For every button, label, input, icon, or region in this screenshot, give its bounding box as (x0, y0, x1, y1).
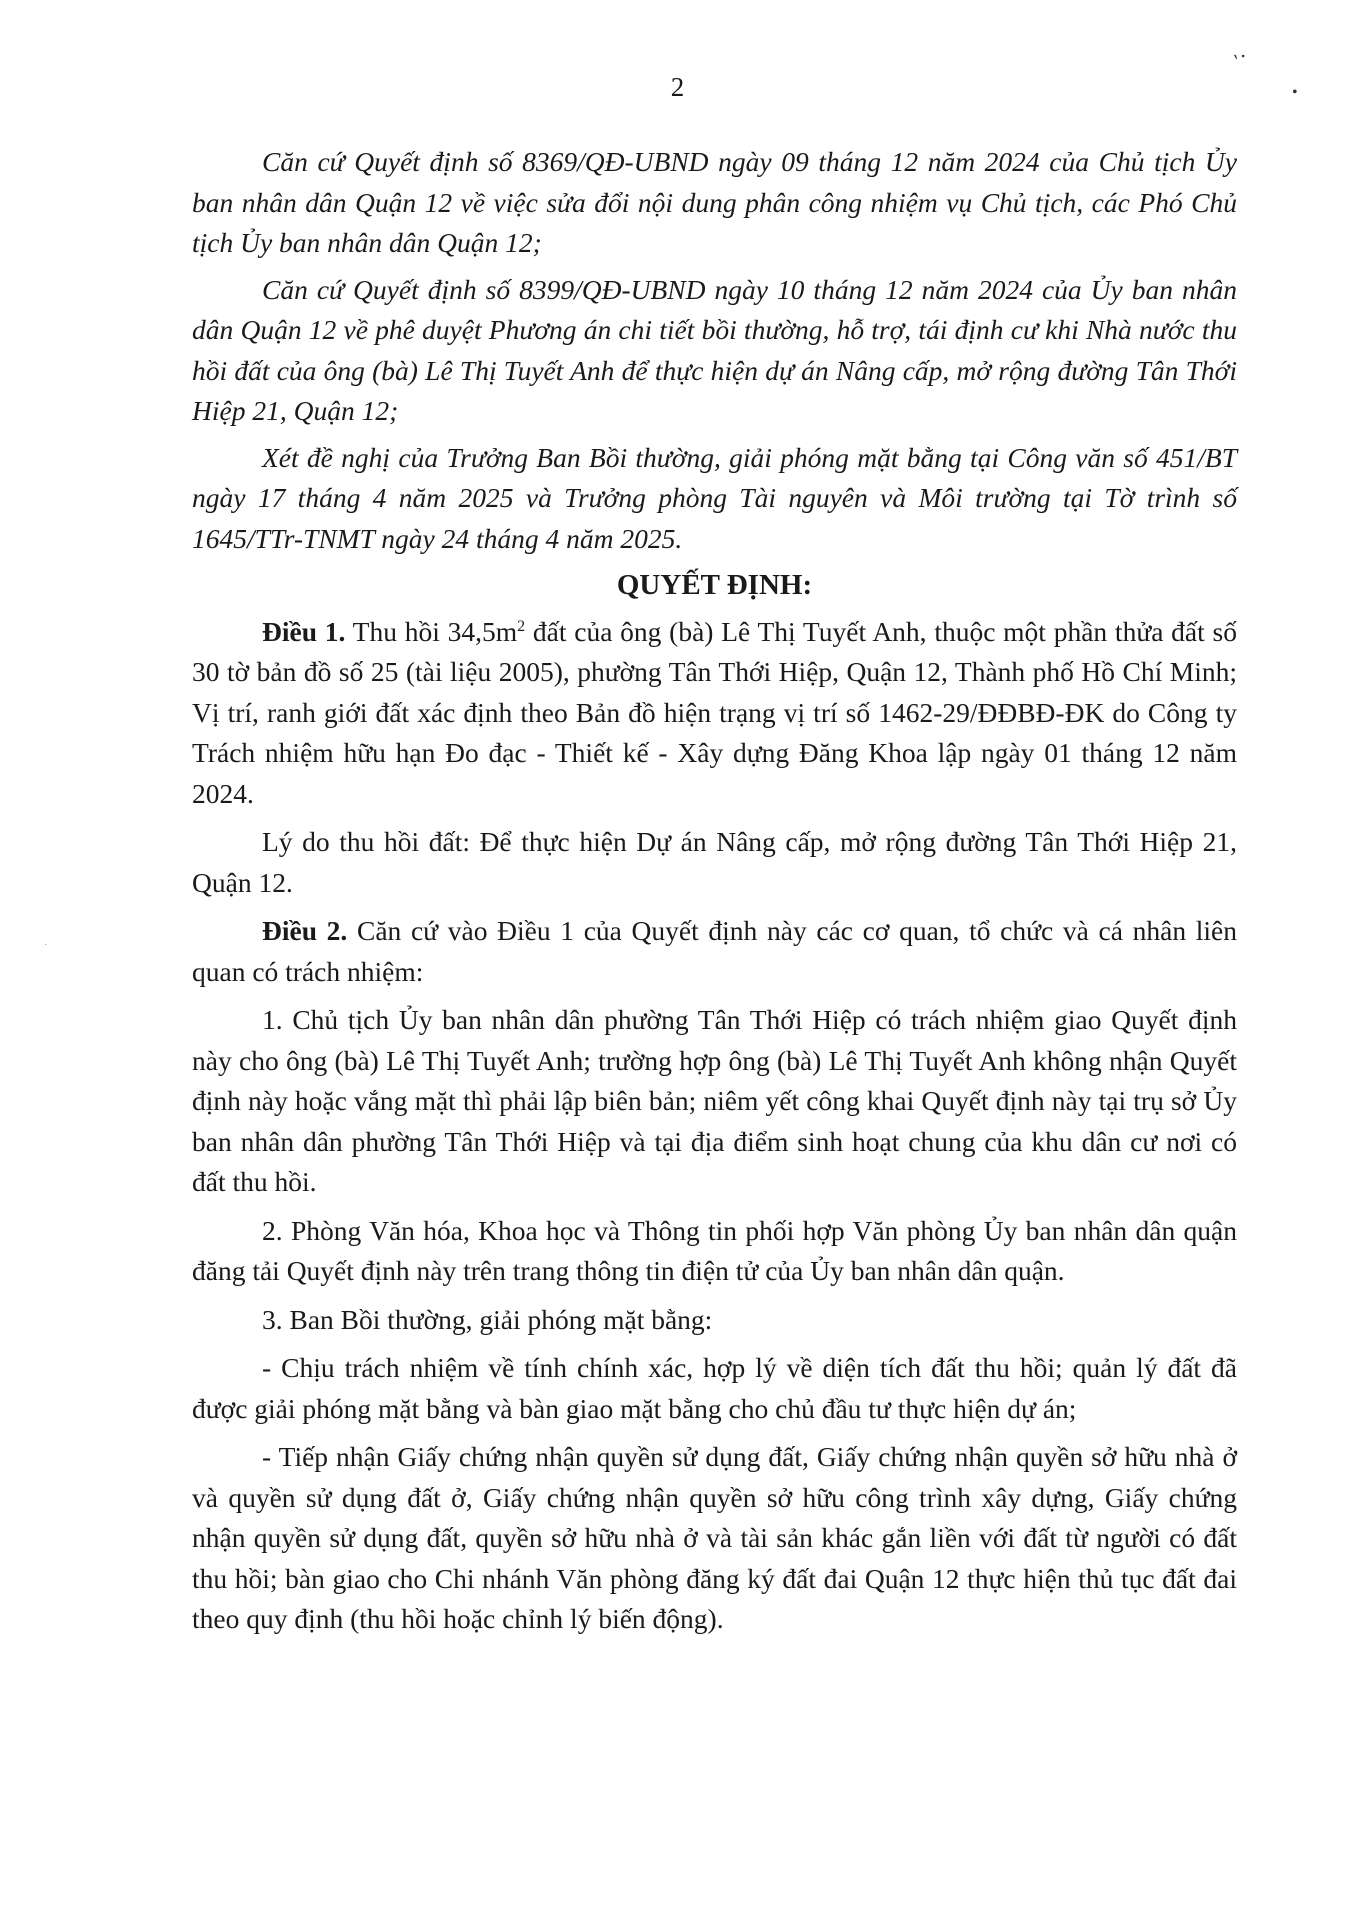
scan-artifact-dot: • (1292, 84, 1298, 101)
article-1-text-end: đất của ông (bà) Lê Thị Tuyết Anh, thuộc một phần thửa đất số 30 tờ bản đồ số 25 (tài liệu 2005), phường Tân Thới Hiệp, Quận 12, Thành phố Hồ Chí Minh; Vị trí, ranh giới đất xác định theo Bản đồ hiện trạng vị trí số 1462-29/ĐĐBĐ-ĐK do Công ty Trách nhiệm hữu hạn Đo đạc - Thiết kế - Xây dựng Đăng Khoa lập ngày 01 tháng 12 năm 2024. (192, 615, 1237, 809)
preamble-paragraph: Căn cứ Quyết định số 8369/QĐ-UBND ngày 09 tháng 12 năm 2024 của Chủ tịch Ủy ban nhân dân Quận 12 về việc sửa đổi nội dung phân công nhiệm vụ Chủ tịch, các Phó Chủ tịch Ủy ban nhân dân Quận 12; (192, 146, 1237, 258)
article-2-label: Điều 2. (262, 915, 348, 946)
article-1-paragraph (192, 612, 1237, 815)
article-2-item: 1. Chủ tịch Ủy ban nhân dân phường Tân Thới Hiệp có trách nhiệm giao Quyết định này cho ông (bà) Lê Thị Tuyết Anh; trường hợp ông (bà) Lê Thị Tuyết Anh không nhận Quyết định này hoặc vắng mặt thì phải lập biên bản; niêm yết công khai Quyết định này tại trụ sở Ủy ban nhân dân phường Tân Thới Hiệp và tại địa điểm sinh hoạt chung của khu dân cư nơi có đất thu hồi. (192, 1004, 1237, 1197)
article-2-item: - Tiếp nhận Giấy chứng nhận quyền sử dụng đất, Giấy chứng nhận quyền sở hữu nhà ở và quyền sử dụng đất ở, Giấy chứng nhận quyền sở hữu công trình xây dựng, Giấy chứng nhận quyền sử dụng đất, quyền sở hữu nhà ở và tài sản khác gắn liền với đất từ người có đất thu hồi; bàn giao cho Chi nhánh Văn phòng đăng ký đất đai Quận 12 thực hiện thủ tục đất đai theo quy định (thu hồi hoặc chỉnh lý biến động). (192, 1441, 1237, 1634)
article-2-text: Căn cứ vào Điều 1 của Quyết định này các cơ quan, tổ chức và cá nhân liên quan có trách nhiệm: (192, 915, 1238, 987)
scan-artifact-speck: · (44, 940, 48, 951)
article-2-item: - Chịu trách nhiệm về tính chính xác, hợp lý về diện tích đất thu hồi; quản lý đất đã được giải phóng mặt bằng và bàn giao mặt bằng cho chủ đầu tư thực hiện dự án; (192, 1352, 1237, 1424)
article-2-paragraph (192, 911, 1237, 992)
article-1-label: Điều 1. (262, 615, 346, 647)
preamble-paragraph: Xét đề nghị của Trưởng Ban Bồi thường, giải phóng mặt bằng tại Công văn số 451/BT ngày 17 tháng 4 năm 2025 và Trưởng phòng Tài nguyên và Môi trường tại Tờ trình số 1645/TTr-TNMT ngày 24 tháng 4 năm 2025. (192, 441, 1237, 554)
preamble-paragraph: Căn cứ Quyết định số 8399/QĐ-UBND ngày 10 tháng 12 năm 2024 của Ủy ban nhân dân Quận 12 về phê duyệt Phương án chi tiết bồi thường, hỗ trợ, tái định cư khi Nhà nước thu hồi đất của ông (bà) Lê Thị Tuyết Anh để thực hiện dự án Nâng cấp, mở rộng đường Tân Thới Hiệp 21, Quận 12; (192, 273, 1237, 426)
article-2-item: 2. Phòng Văn hóa, Khoa học và Thông tin phối hợp Văn phòng Ủy ban nhân dân quận đăng tải Quyết định này trên trang thông tin điện tử của Ủy ban nhân dân quận. (192, 1214, 1237, 1286)
decision-heading: QUYẾT ĐỊNH: (616, 569, 813, 601)
document-body (192, 142, 1237, 1648)
article-1-reason: Lý do thu hồi đất: Để thực hiện Dự án Nâng cấp, mở rộng đường Tân Thới Hiệp 21, Quận 12. (192, 826, 1237, 898)
area-unit-superscript: 2 (517, 617, 526, 635)
article-2-item: 3. Ban Bồi thường, giải phóng mặt bằng: (262, 1303, 713, 1335)
scan-artifact-mark: ˎ. (1231, 34, 1254, 63)
article-1-text-start: Thu hồi 34,5m (345, 615, 518, 647)
page-number: 2 (670, 72, 685, 102)
